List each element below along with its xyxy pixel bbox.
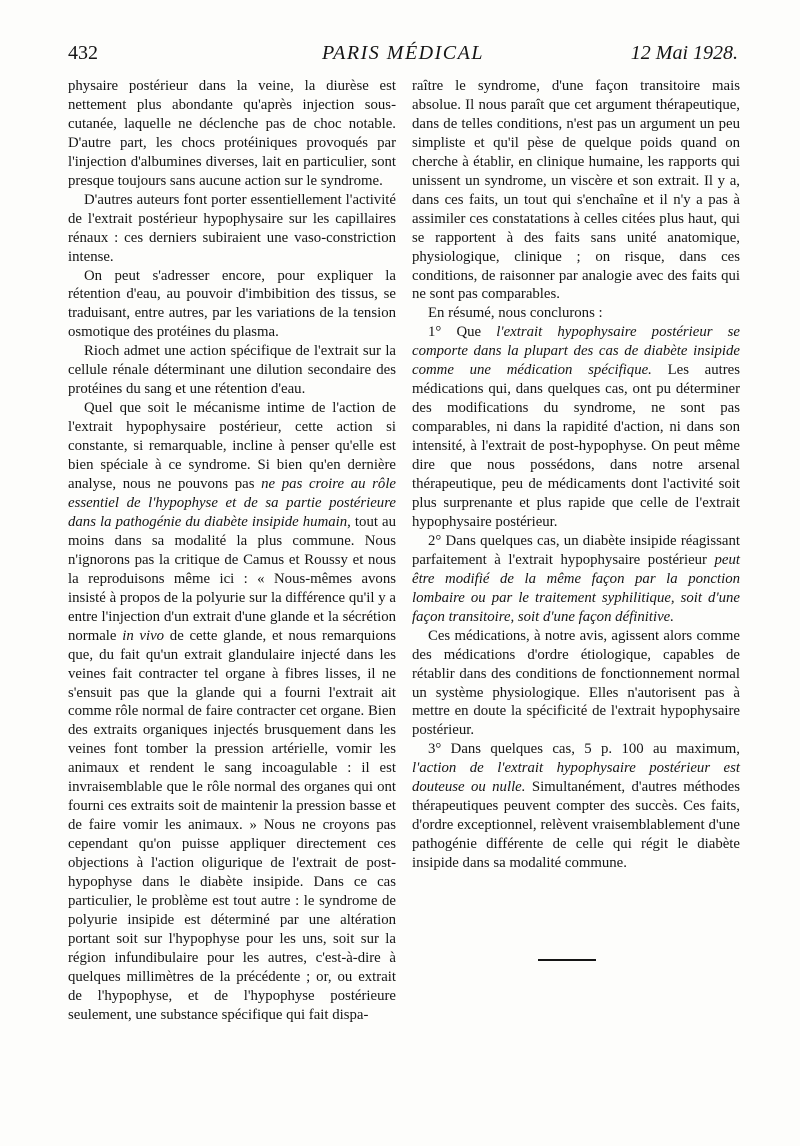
issue-date: 12 Mai 1928. (630, 42, 738, 64)
paragraph: Rioch admet une action spécifique de l'extrait sur la cellule rénale déterminant une dilution secondaire des protéines du sang et une rétention d'eau. (68, 343, 396, 398)
paragraph: D'autres auteurs font porter essentiellement l'activité de l'extrait postérieur hypophysaire sur les capillaires rénaux : ces derniers subiraient une vaso-constriction intense. (68, 191, 396, 265)
end-rule (538, 959, 596, 961)
text-run: Quel que soit le mécanisme intime de l'action de l'extrait hypophysaire postérieur, cette action si constante, si remarquable, incline à penser qu'elle est bien spéciale à ce syndrome. Si bien qu'en dernière analyse, nous ne pouvons pas (68, 400, 396, 493)
paragraph (412, 532, 740, 627)
right-column (412, 77, 740, 873)
italic-run: in vivo (122, 627, 165, 644)
paragraph: Ces médications, à notre avis, agissent alors comme des médications d'ordre étiologique, capables de rétablir dans des conditions de fonctionnement normal un système physiologique. Elles n'autorisent pas à mettre en doute la spécificité de l'extrait hypophysaire postérieur. (412, 627, 740, 739)
paragraph (412, 740, 740, 873)
italic-run: ne pas croire au rôle essentiel de l'hypophyse et de sa partie postérieure dans la pathogénie du diabète insipide humain (68, 476, 397, 530)
text-run: 1° Que (428, 324, 497, 341)
paragraph: physaire postérieur dans la veine, la diurèse est nettement plus abondante qu'après injection sous-cutanée, laquelle ne déclenche pas de choc notable. D'autre part, les chocs protéiniques provoqués par l'injection d'albumines diverses, lait en particulier, sont presque toujours sans aucune action sur le syndrome. (68, 78, 396, 189)
paragraph: En résumé, nous conclurons : (428, 305, 603, 322)
left-column (68, 77, 396, 1025)
italic-run: l'action de l'extrait hypophysaire postérieur est douteuse ou nulle. (412, 760, 740, 796)
italic-run: l'extrait hypophysaire postérieur se comporte dans la plupart des cas de diabète insipide comme une médication spécifique. (412, 324, 740, 379)
text-run: , tout au moins dans sa modalité la plus commune. Nous n'ignorons pas la critique de Camus et Roussy et nous la reproduisons même ici : « Nous-mêmes avons insisté à propos de la polyurie sur la différence qu'il y a entre l'injection d'un extrait d'une glande et la sécrétion normale (68, 513, 396, 644)
paragraph: On peut s'adresser encore, pour expliquer la rétention d'eau, au pouvoir d'imbibition des tissus, se traduisant, entre autres, par les variations de la tension osmotique des protéines du plasma. (68, 267, 396, 341)
journal-title: PARIS MÉDICAL (322, 42, 484, 64)
text-run: Simultanément, d'autres méthodes thérapeutiques peuvent compter des succès. Ces faits, d'ordre exceptionnel, relèvent vraisemblablement d'une pathogénie différente de celle qui régit le diabète insipide dans sa modalité commune. (412, 779, 740, 872)
text-run: 2° Dans quelques cas, un diabète insipide réagissant parfaitement à l'extrait hypophysaire postérieur (412, 532, 740, 568)
page-header (68, 42, 738, 68)
text-run: 3° Dans quelques cas, 5 p. 100 au maximum, (428, 741, 740, 758)
text-run: de cette glande, et nous remarquions que, du fait qu'un extrait glandulaire injecté dans les veines fait contracter tel organe à fibres lisses, il ne s'ensuit pas que la glande qui a fourni l'extrait ait comme rôle normal de faire contracter cet organe. Bien des extraits organiques injectés brusquement dans les veines font tomber la pression artérielle, vomir les animaux et rendent le sang incoagulable : il est invraisemblable que le rôle normal des organes qui ont fourni ces extraits soit de maintenir la pression basse et de faire vomir les animaux. » Nous ne croyons pas cependant qu'on puisse appliquer directement ces objections à l'action oligurique de l'extrait de post-hypophyse dans le diabète insipide. Dans ce cas particulier, le problème est tout autre : le syndrome de polyurie insipide est déterminé par une altération portant soit sur l'hypophyse pour les uns, soit sur la région infundibulaire pour les autres, c'est-à-dire à quelques millimètres de la précédente ; or, ou extrait de l'hypophyse, et de l'hypophyse postérieure seulement, une substance spécifique qui fait dispa- (68, 627, 396, 1023)
italic-run: peut être modifié de la même façon par la ponction lombaire ou par le traitement syphilitique, soit d'une façon transitoire, soit d'une façon définitive. (412, 551, 740, 625)
text-run: Les autres médications qui, dans quelques cas, ont pu déterminer des modifications du syndrome, ne sont pas comparables, ni dans la rapidité d'action, ni dans son intensité, à l'extrait de post-hypophyse. On peut même dire que nous possédons, dans notre arsenal thérapeutique, peu de médicaments dont l'activité soit plus surprenante et plus rapide que celle de l'extrait hypophysaire postérieur. (412, 362, 741, 530)
page-number: 432 (68, 42, 98, 64)
paragraph (68, 399, 396, 1024)
paragraph (412, 323, 740, 531)
paragraph: raître le syndrome, d'une façon transitoire mais absolue. Il nous paraît que cet argument thérapeutique, dans de telles conditions, n'est pas un argument un peu simpliste et qu'il pèse de quelque poids quand on cherche à établir, en clinique humaine, les rapports qui unissent un syndrome, un viscère et son extrait. Il y a, dans ces faits, un tout qui s'enchaîne et il n'y a pas à assimiler ces constatations à celles citées plus haut, qui se rapportent à des faits sans unité anatomique, physiologique, clinique ; on risque, dans ces conditions, de raisonner par analogie avec des faits qui ne sont pas comparables. (412, 78, 740, 303)
